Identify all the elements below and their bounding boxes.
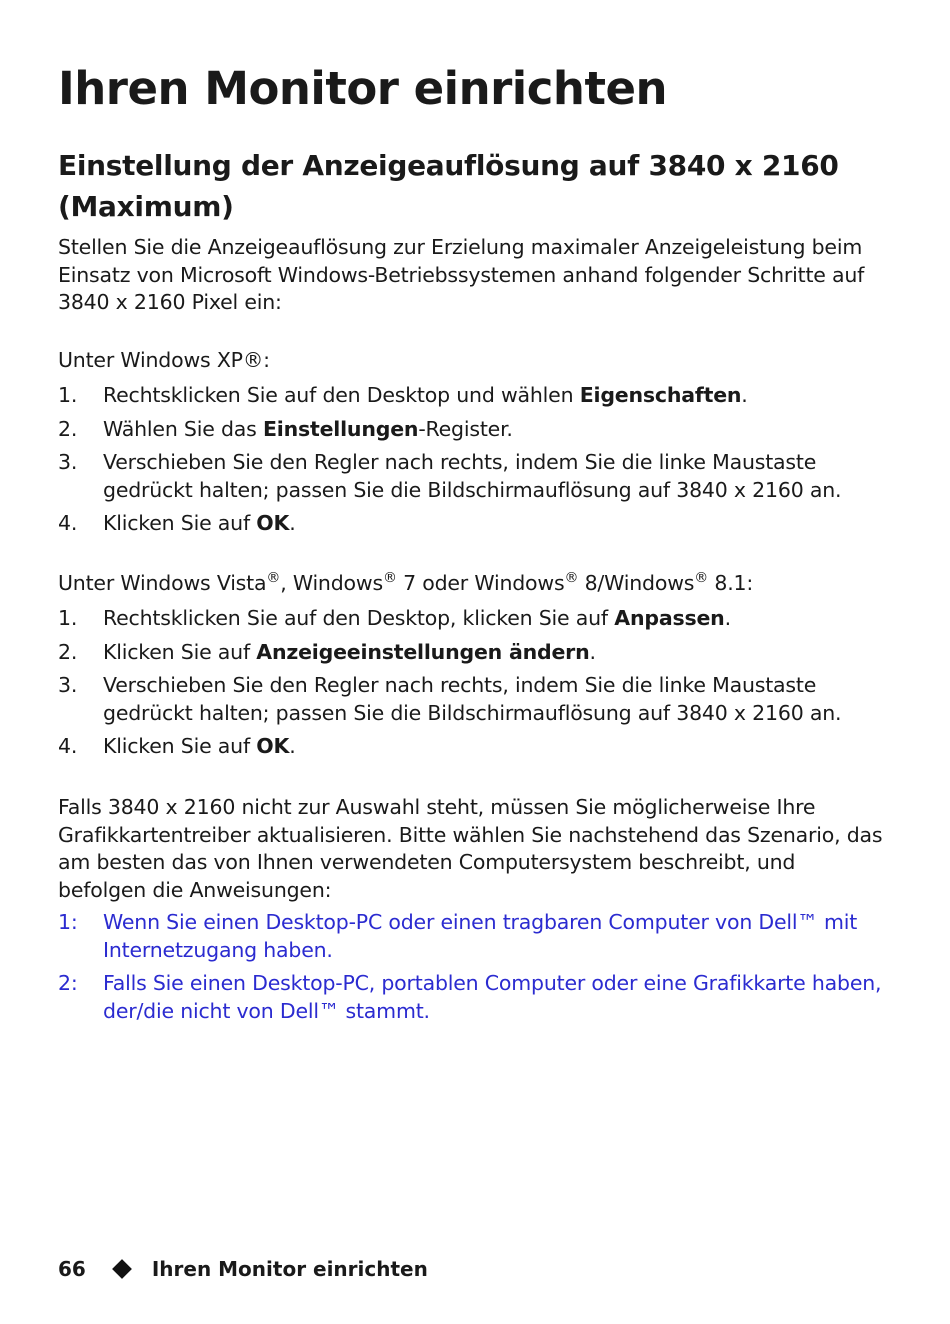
- step-ui-term: Anzeigeeinstellungen ändern: [256, 639, 590, 664]
- step-text: Klicken Sie auf: [103, 639, 257, 664]
- step-text: -Register.: [418, 416, 513, 441]
- scenario-link-dell[interactable]: [58, 909, 888, 964]
- list-item: [58, 672, 888, 727]
- step-ui-term: Anpassen: [614, 606, 725, 630]
- step-number: 3.: [58, 673, 78, 697]
- diamond-separator-icon: [112, 1259, 132, 1279]
- intro-paragraph: Stellen Sie die Anzeigeauflösung zur Erzielung maximaler Anzeigeleistung beim Einsatz von Microsoft Windows-Betriebssystemen anhand folgender Schritte auf 3840 x 2160 Pixel ein:: [58, 235, 865, 314]
- step-text: .: [289, 734, 296, 758]
- step-number: 1.: [58, 383, 78, 407]
- step-number: 4.: [58, 734, 78, 758]
- footer-section-title: Ihren Monitor einrichten: [151, 1257, 428, 1281]
- step-ui-term: OK: [256, 734, 290, 758]
- list-item: [58, 382, 888, 410]
- step-ui-term: Eigenschaften: [579, 383, 742, 407]
- page-footer: [58, 1257, 428, 1281]
- list-item: [58, 733, 888, 761]
- step-text: Klicken Sie auf: [103, 734, 257, 758]
- scenario-links: [58, 909, 888, 1031]
- step-text: Verschieben Sie den Regler nach rechts, indem Sie die linke Maustaste gedrückt halten; passen Sie die Bildschirmauflösung auf 3840 x 2160 an.: [103, 450, 842, 502]
- step-number: 4.: [58, 511, 78, 535]
- step-text: Rechtsklicken Sie auf den Desktop, klicken Sie auf: [103, 606, 615, 630]
- link-text[interactable]: Wenn Sie einen Desktop-PC oder einen tragbaren Computer von Dell™ mit Internetzugang haben.: [103, 910, 858, 962]
- list-item: [58, 605, 888, 633]
- windows-vista-steps: [58, 605, 888, 767]
- step-number: 3.: [58, 450, 78, 474]
- scenario-link-non-dell[interactable]: [58, 970, 888, 1025]
- link-number: 2:: [58, 971, 78, 995]
- windows-vista-heading: Unter Windows Vista®, Windows® 7 oder Windows® 8/Windows® 8.1:: [58, 570, 754, 595]
- step-number: 1.: [58, 606, 78, 630]
- step-text: Wählen Sie das: [103, 416, 263, 441]
- step-text: .: [289, 511, 296, 535]
- step-number: 2.: [58, 639, 78, 664]
- step-text: .: [724, 606, 731, 630]
- step-text: .: [741, 383, 748, 407]
- page-number: 66: [58, 1257, 86, 1281]
- step-number: 2.: [58, 416, 78, 441]
- page-title: Ihren Monitor einrichten: [58, 62, 668, 115]
- list-item: [58, 416, 888, 444]
- step-text: .: [589, 639, 596, 664]
- list-item: [58, 449, 888, 504]
- fallback-paragraph: Falls 3840 x 2160 nicht zur Auswahl steht, müssen Sie möglicherweise Ihre Grafikkartentreiber aktualisieren. Bitte wählen Sie nachstehend das Szenario, das am besten das von Ihnen verwendeten Computersystem beschreibt, und befolgen die Anweisungen:: [58, 795, 883, 902]
- list-item: [58, 510, 888, 538]
- section-heading: Einstellung der Anzeigeauflösung auf 3840 x 2160 (Maximum): [58, 149, 839, 223]
- step-ui-term: Einstellungen: [262, 416, 419, 441]
- step-text: Klicken Sie auf: [103, 511, 257, 535]
- list-item: [58, 639, 888, 667]
- windows-xp-steps: [58, 382, 888, 544]
- step-text: Verschieben Sie den Regler nach rechts, indem Sie die linke Maustaste gedrückt halten; passen Sie die Bildschirmauflösung auf 3840 x 2160 an.: [103, 673, 842, 725]
- link-number: 1:: [58, 910, 78, 934]
- link-text[interactable]: Falls Sie einen Desktop-PC, portablen Computer oder eine Grafikkarte haben, der/die nicht von Dell™ stammt.: [103, 971, 882, 1023]
- step-text: Rechtsklicken Sie auf den Desktop und wählen: [103, 383, 580, 407]
- windows-xp-heading: Unter Windows XP®:: [58, 348, 270, 372]
- step-ui-term: OK: [256, 511, 290, 535]
